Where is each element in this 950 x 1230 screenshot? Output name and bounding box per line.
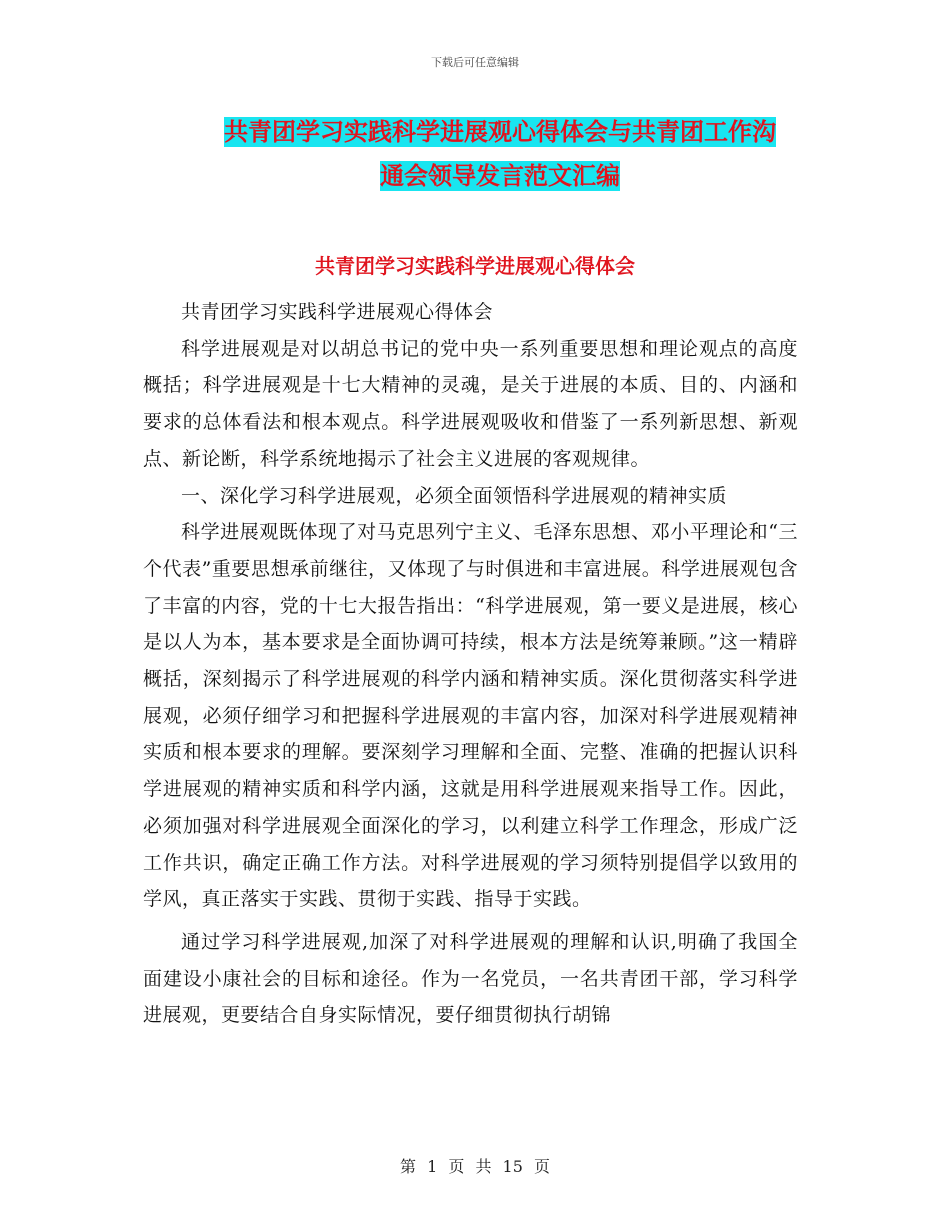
paragraph: 一、深化学习科学进展观，必须全面领悟科学进展观的精神实质 xyxy=(181,484,728,507)
document-title xyxy=(150,110,850,198)
section-title: 共青团学习实践科学进展观心得体会 xyxy=(315,254,635,278)
paragraph: 科学进展观是对以胡总书记的党中央一系列重要思想和理论观点的高度概括；科学进展观是十七大精神的灵魂，是关于进展的本质、目的、内涵和要求的总体看法和根本观点。科学进展观吸收和借鉴了一系列新思想、新观点、新论断，科学系统地揭示了社会主义进展的客观规律。 xyxy=(143,337,798,470)
document-title-line-1: 共青团学习实践科学进展观心得体会与共青团工作沟 xyxy=(224,118,776,146)
paragraph: 共青团学习实践科学进展观心得体会 xyxy=(181,301,494,323)
paragraph: 科学进展观既体现了对马克思列宁主义、毛泽东思想、邓小平理论和“三个代表”重要思想承前继往，又体现了与时俱进和丰富进展。科学进展观包含了丰富的内容，党的十七大报告指出：“科学进展观，第一要义是进展，核心是以人为本，基本要求是全面协调可持续，根本方法是统筹兼顾。”这一精辟概括，深刻揭示了科学进展观的科学内涵和精神实质。深化贯彻落实科学进展观，必须仔细学习和把握科学进展观的丰富内容，加深对科学进展观精神实质和根本要求的理解。要深刻学习理解和全面、完整、准确的把握认识科学进展观的精神实质和科学内涵，这就是用科学进展观来指导工作。因此，必须加强对科学进展观全面深化的学习，以利建立科学工作理念，形成广泛工作共识，确定正确工作方法。对科学进展观的学习须特别提倡学以致用的学风，真正落实于实践、贯彻于实践、指导于实践。 xyxy=(143,521,798,911)
document-body xyxy=(143,294,798,1034)
paragraph: 通过学习科学进展观,加深了对科学进展观的理解和认识,明确了我国全面建设小康社会的目标和途径。作为一名党员，一名共青团干部，学习科学进展观，更要结合自身实际情况，要仔细贯彻执行胡锦 xyxy=(143,930,798,1027)
page-footer: 第 1 页 共 15 页 xyxy=(400,1157,550,1176)
header-note: 下载后可任意编辑 xyxy=(431,56,519,69)
document-title-line-2: 通会领导发言范文汇编 xyxy=(380,162,620,190)
